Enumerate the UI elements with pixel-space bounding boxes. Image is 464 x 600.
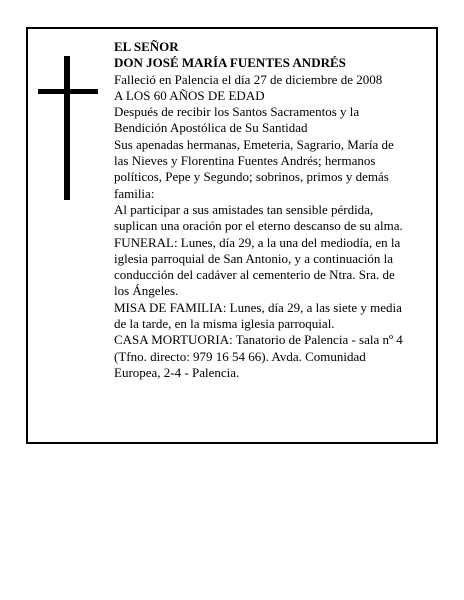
mass-paragraph (114, 300, 426, 333)
funeral-home-line: (Tfno. directo: 979 16 54 66). Avda. Comunidad (114, 348, 366, 364)
deceased-name: DON JOSÉ MARÍA FUENTES ANDRÉS (114, 55, 346, 71)
notice-title: EL SEÑOR (114, 39, 179, 54)
funeral-home-paragraph (114, 332, 426, 381)
funeral-line: iglesia parroquial de San Antonio, y a continuación la (114, 250, 394, 266)
cross-icon (38, 56, 98, 200)
request-line: suplican una oración por el eterno descanso de su alma. (114, 218, 403, 234)
death-statement: Falleció en Palencia el día 27 de diciembre de 2008 (114, 71, 383, 87)
age-statement: A LOS 60 AÑOS DE EDAD (114, 87, 265, 103)
funeral-paragraph (114, 235, 426, 300)
mass-line: MISA DE FAMILIA: Lunes, día 29, a las siete y media (114, 299, 402, 315)
sacraments-line: Bendición Apostólica de Su Santidad (114, 120, 308, 136)
cross-vertical-bar (64, 56, 70, 200)
funeral-line: conducción del cadáver al cementerio de Ntra. Sra. de (114, 267, 395, 283)
sacraments-paragraph (114, 104, 426, 137)
family-paragraph (114, 137, 426, 202)
funeral-line: los Ángeles. (114, 283, 179, 299)
family-line: las Nieves y Florentina Fuentes Andrés; hermanos (114, 153, 376, 169)
request-paragraph (114, 202, 426, 235)
request-line: Al participar a sus amistades tan sensible pérdida, (114, 201, 374, 217)
family-line: familia: (114, 185, 155, 201)
funeral-line: FUNERAL: Lunes, día 29, a la una del mediodía, en la (114, 234, 401, 250)
mass-line: de la tarde, en la misma iglesia parroquial. (114, 316, 335, 332)
funeral-home-line: Europea, 2-4 - Palencia. (114, 364, 240, 380)
obituary-notice (26, 27, 438, 444)
cross-horizontal-bar (38, 89, 98, 94)
family-line: Sus apenadas hermanas, Emeteria, Sagrario, María de (114, 136, 394, 152)
family-line: políticos, Pepe y Segundo; sobrinos, primos y demás (114, 169, 389, 185)
sacraments-line: Después de recibir los Santos Sacramentos y la (114, 104, 360, 120)
funeral-home-line: CASA MORTUORIA: Tanatorio de Palencia - sala nº 4 (114, 332, 403, 348)
notice-text (114, 39, 426, 381)
